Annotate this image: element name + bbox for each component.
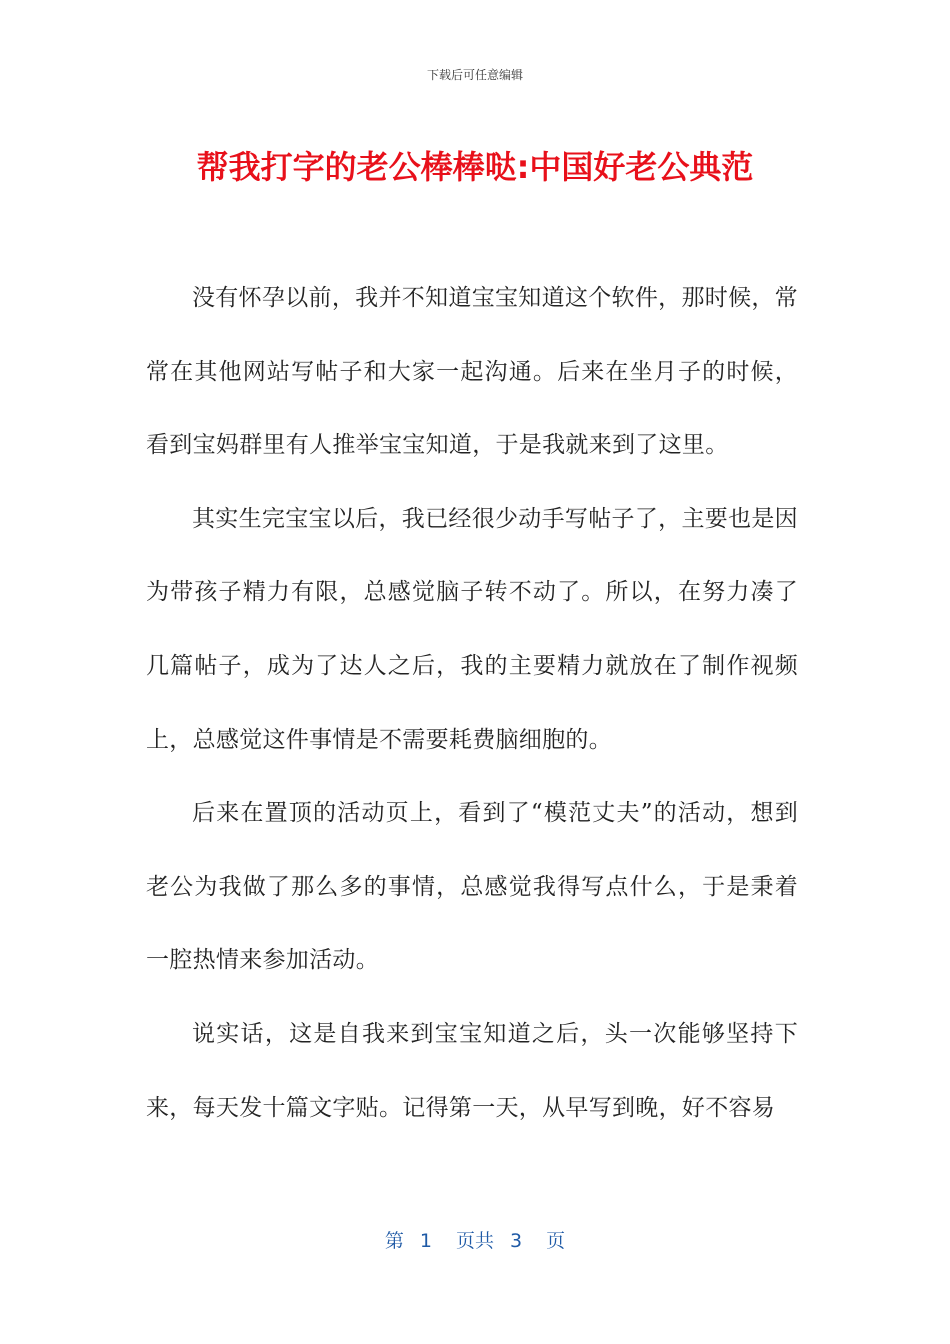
footer-current-page: 1 — [419, 1230, 432, 1252]
document-body — [146, 262, 798, 1145]
footer-label-page: 第 — [384, 1230, 404, 1252]
document-title: 帮我打字的老公棒棒哒:中国好老公典范 — [196, 148, 754, 186]
footer-label-of: 页共 — [455, 1230, 494, 1252]
footer-total-pages: 3 — [510, 1230, 523, 1252]
footer-label-pages: 页 — [546, 1230, 566, 1252]
paragraph: 没有怀孕以前，我并不知道宝宝知道这个软件，那时候，常常在其他网站写帖子和大家一起沟通。后来在坐月子的时候，看到宝妈群里有人推举宝宝知道，于是我就来到了这里。 — [146, 285, 798, 459]
paragraph: 后来在置顶的活动页上，看到了“模范丈夫”的活动，想到老公为我做了那么多的事情，总感觉我得写点什么，于是秉着一腔热情来参加活动。 — [146, 800, 798, 974]
paragraph: 其实生完宝宝以后，我已经很少动手写帖子了，主要也是因为带孩子精力有限，总感觉脑子转不动了。所以，在努力凑了几篇帖子，成为了达人之后，我的主要精力就放在了制作视频上，总感觉这件事情是不需要耗费脑细胞的。 — [146, 505, 798, 753]
page-footer — [0, 1226, 950, 1253]
header-note: 下载后可任意编辑 — [426, 68, 523, 82]
paragraph: 说实话，这是自我来到宝宝知道之后，头一次能够坚持下来，每天发十篇文字贴。记得第一天，从早写到晚，好不容易 — [146, 1020, 798, 1121]
